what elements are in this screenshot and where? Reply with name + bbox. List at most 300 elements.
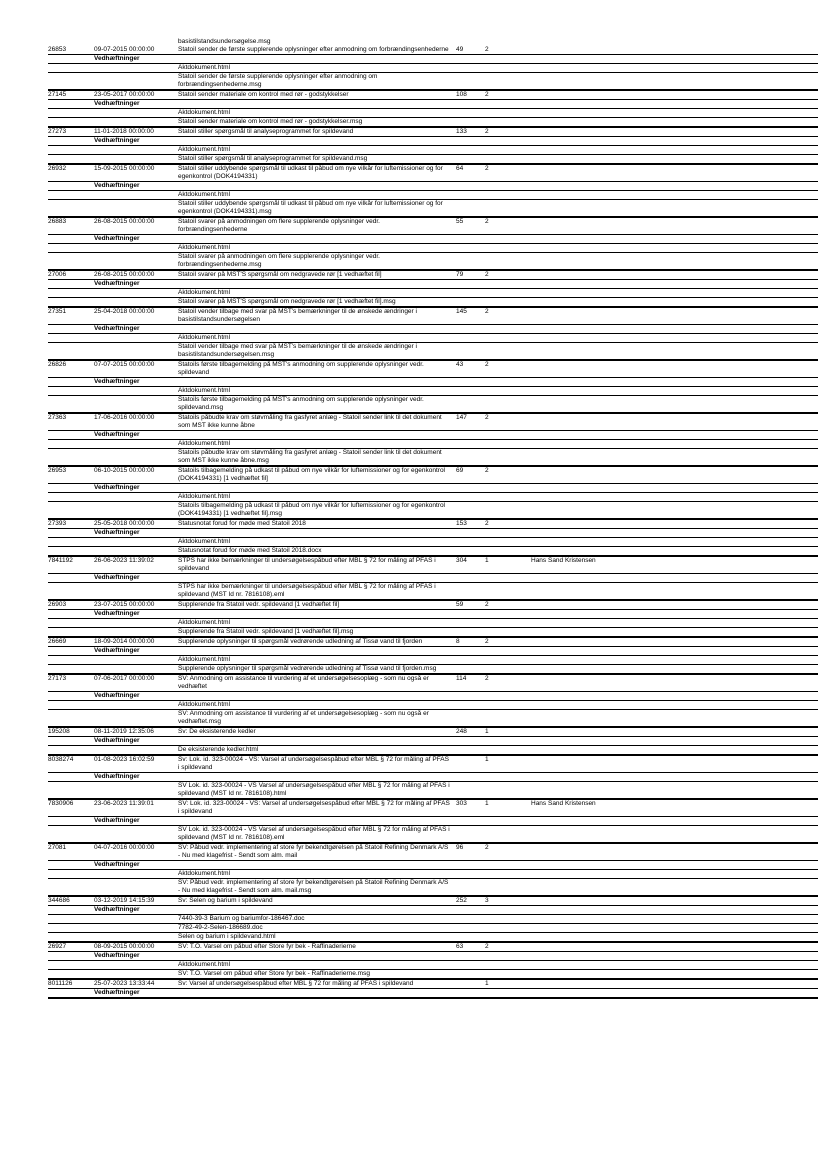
record-block — [48, 844, 818, 897]
attachment-file-name: Aktdokument.html — [178, 493, 231, 500]
attachment-file-row — [48, 879, 818, 896]
record-row — [48, 91, 818, 100]
record-id: 195208 — [48, 728, 70, 735]
attachments-row — [48, 952, 818, 961]
attachment-file-name: SV: Anmodning om assistance til vurdering af et undersøgelsesoplæg - som nu også er vedhæftet.msg — [178, 710, 429, 725]
record-date: 07-07-2015 00:00:00 — [94, 361, 155, 368]
record-number: 114 — [456, 675, 467, 682]
attachment-file-row — [48, 619, 818, 628]
attachment-file-row — [48, 118, 818, 127]
record-id: 8038274 — [48, 756, 74, 763]
record-title: Statoils tilbagemelding på udkast til påbud om nye vilkår for luftemissioner og for egenkontrol (DOK4194331) [1 vedhæftet fil] — [178, 467, 446, 482]
record-block — [48, 638, 818, 675]
record-row — [48, 414, 818, 431]
attachment-file-row — [48, 146, 818, 155]
attachments-spacer — [178, 280, 450, 288]
attachment-file-row — [48, 547, 818, 556]
attachments-label: Vedhæftninger — [94, 182, 140, 189]
record-row — [48, 980, 818, 989]
record-row — [48, 756, 818, 773]
record-block — [48, 800, 818, 844]
record-row — [48, 638, 818, 647]
record-date: 23-05-2017 00:00:00 — [94, 91, 155, 98]
record-row — [48, 361, 818, 378]
attachment-file-name: Aktdokument.html — [178, 64, 231, 71]
attachment-file-name: De eksisterende kedler.html — [178, 746, 259, 753]
attachment-file-row — [48, 200, 818, 217]
record-row — [48, 271, 818, 280]
record-date: 11-01-2018 00:00:00 — [94, 128, 154, 135]
record-number: 43 — [456, 361, 464, 368]
record-count: 1 — [485, 557, 489, 564]
attachments-row — [48, 610, 818, 619]
top-fragment-text: basistilstandsundersøgelse.msg — [178, 38, 271, 45]
attachments-spacer — [178, 325, 450, 333]
attachments-label: Vedhæftninger — [94, 817, 140, 824]
attachments-spacer — [178, 100, 450, 108]
record-count: 2 — [485, 165, 489, 172]
record-number: 8 — [456, 638, 460, 645]
attachment-file-row — [48, 701, 818, 710]
attachment-file-name: Statoil stiller spørgsmål til analyseprogrammet for spildevand.msg — [178, 155, 368, 162]
attachments-label: Vedhæftninger — [94, 325, 140, 332]
attachments-row — [48, 55, 818, 64]
record-row — [48, 520, 818, 529]
record-title: Sv: Varsel af undersøgelsespåbud efter MBL § 72 for måling af PFAS i spildevand — [178, 980, 414, 987]
record-number: 248 — [456, 728, 467, 735]
attachments-row — [48, 100, 818, 109]
attachment-file-name: SV Lok. id. 323-00024 - VS Varsel af undersøgelsespåbud efter MBL § 72 for måling af PFAS i spildevand (MST Id nr. 7816108).eml — [178, 826, 450, 841]
attachments-row — [48, 431, 818, 440]
record-count: 1 — [485, 800, 489, 807]
attachments-label: Vedhæftninger — [94, 55, 140, 62]
record-date: 23-06-2023 11:39:01 — [94, 800, 154, 807]
record-id: 27273 — [48, 128, 67, 135]
attachments-spacer — [178, 817, 450, 825]
record-title: Sv: De eksisterende kedler — [178, 728, 256, 735]
attachment-file-row — [48, 746, 818, 755]
record-date: 08-09-2015 00:00:00 — [94, 943, 155, 950]
record-number: 133 — [456, 128, 467, 135]
record-block — [48, 897, 818, 943]
record-id: 344686 — [48, 897, 70, 904]
attachment-file-name: Supplerende fra Statoil vedr. spildevand [1 vedhæftet fil].msg — [178, 628, 354, 635]
attachment-file-name: Statoil sender materiale om kontrol med rør - godstykkelser.msg — [178, 118, 363, 125]
attachments-row — [48, 280, 818, 289]
record-id: 27173 — [48, 675, 67, 682]
attachment-file-row — [48, 440, 818, 449]
attachments-row — [48, 773, 818, 782]
attachment-file-name: Supplerende oplysninger til spørgsmål vedrørende udledning af Tissø vand til fjorden.msg — [178, 665, 437, 672]
attachment-file-name: STPS har ikke bemærkninger til undersøgelsespåbud efter MBL § 72 for måling af PFAS i spildevand (MST Id nr. 7816108).eml — [178, 583, 436, 598]
attachment-file-row — [48, 343, 818, 360]
record-title: SV: Anmodning om assistance til vurdering af et undersøgelsesoplæg - som nu også er vedhæftet — [178, 675, 429, 690]
attachment-file-name: Statoil svarer på MST'S spørgsmål om nedgravede rør [1 vedhæftet fil].msg — [178, 298, 396, 305]
attachment-file-row — [48, 915, 818, 924]
attachments-label: Vedhæftninger — [94, 280, 140, 287]
attachment-file-row — [48, 665, 818, 674]
record-number: 147 — [456, 414, 467, 421]
record-block — [48, 128, 818, 165]
attachment-file-row — [48, 109, 818, 118]
attachment-file-row — [48, 710, 818, 727]
attachments-spacer — [178, 989, 450, 997]
attachments-spacer — [178, 861, 450, 869]
attachment-file-row — [48, 244, 818, 253]
record-title: Statoil stiller uddybende spørgsmål til udkast til påbud om nye vilkår for luftemissioner og for egenkontrol (DOK4194331) — [178, 165, 443, 180]
record-id: 27351 — [48, 308, 67, 315]
record-block — [48, 414, 818, 467]
attachments-label: Vedhæftninger — [94, 378, 140, 385]
record-id: 26932 — [48, 165, 67, 172]
record-date: 15-09-2015 00:00:00 — [94, 165, 155, 172]
record-number: 64 — [456, 165, 464, 172]
attachment-file-row — [48, 782, 818, 799]
attachments-spacer — [178, 692, 450, 700]
record-count: 2 — [485, 675, 489, 682]
record-id: 27006 — [48, 271, 67, 278]
attachments-spacer — [178, 773, 450, 781]
record-row — [48, 675, 818, 692]
attachment-file-name: Aktdokument.html — [178, 701, 231, 708]
record-row — [48, 308, 818, 325]
attachments-spacer — [178, 574, 450, 582]
record-count: 2 — [485, 46, 489, 53]
record-row — [48, 728, 818, 737]
record-date: 03-12-2019 14:15:39 — [94, 897, 155, 904]
attachments-row — [48, 647, 818, 656]
attachments-label: Vedhæftninger — [94, 989, 140, 996]
attachment-file-name: Aktdokument.html — [178, 334, 231, 341]
record-date: 18-09-2014 00:00:00 — [94, 638, 155, 645]
record-count: 2 — [485, 601, 489, 608]
record-number: 63 — [456, 943, 464, 950]
record-date: 26-08-2015 00:00:00 — [94, 271, 155, 278]
attachments-spacer — [178, 137, 450, 145]
attachment-file-row — [48, 298, 818, 307]
record-title: Statusnotat forud for møde med Statoil 2018 — [178, 520, 306, 527]
record-block — [48, 601, 818, 638]
attachment-file-name: Aktdokument.html — [178, 538, 231, 545]
record-title: Supplerende oplysninger til spørgsmål vedrørende udledning af Tissø vand til fjorden — [178, 638, 423, 645]
attachments-label: Vedhæftninger — [94, 235, 140, 242]
record-person: Hans Sand Kristensen — [531, 800, 596, 807]
record-count: 2 — [485, 128, 489, 135]
attachment-file-row — [48, 628, 818, 637]
attachments-row — [48, 737, 818, 746]
record-block — [48, 756, 818, 800]
record-count: 3 — [485, 897, 489, 904]
record-count: 2 — [485, 520, 489, 527]
attachment-file-name: Statoil stiller uddybende spørgsmål til udkast til påbud om nye vilkår for luftemissioner og for egenkontrol (DOK4194331).msg — [178, 200, 443, 215]
record-row — [48, 844, 818, 861]
record-date: 09-07-2015 00:00:00 — [94, 46, 155, 53]
record-block — [48, 361, 818, 414]
attachments-row — [48, 574, 818, 583]
record-person: Hans Sand Kristensen — [531, 557, 596, 564]
record-date: 01-08-2023 16:02:59 — [94, 756, 155, 763]
attachment-file-row — [48, 334, 818, 343]
record-row — [48, 557, 818, 574]
record-block — [48, 557, 818, 601]
record-number: 145 — [456, 308, 467, 315]
attachments-label: Vedhæftninger — [94, 610, 140, 617]
record-block — [48, 980, 818, 999]
top-fragment-row — [48, 38, 818, 46]
attachment-file-row — [48, 924, 818, 933]
record-row — [48, 897, 818, 906]
record-count: 2 — [485, 467, 489, 474]
record-block — [48, 91, 818, 128]
record-title: Statoil stiller spørgsmål til analyseprogrammet for spildevand — [178, 128, 354, 135]
attachments-label: Vedhæftninger — [94, 773, 140, 780]
attachments-label: Vedhæftninger — [94, 574, 140, 581]
record-count: 2 — [485, 638, 489, 645]
record-title: Statoil svarer på anmodningen om flere supplerende oplysninger vedr. forbrændingsenhederne — [178, 218, 380, 233]
record-number: 108 — [456, 91, 467, 98]
attachments-row — [48, 484, 818, 493]
record-row — [48, 800, 818, 817]
attachment-file-name: Aktdokument.html — [178, 961, 231, 968]
attachments-row — [48, 989, 818, 998]
record-title: Statoil svarer på MST'S spørgsmål om nedgravede rør [1 vedhæftet fil] — [178, 271, 382, 278]
record-title: STPS har ikke bemærkninger til undersøgelsespåbud efter MBL § 72 for måling af PFAS i spildevand — [178, 557, 436, 572]
attachments-row — [48, 529, 818, 538]
record-row — [48, 46, 818, 55]
record-date: 23-07-2015 00:00:00 — [94, 601, 155, 608]
record-id: 7841192 — [48, 557, 73, 564]
attachment-file-name: Statoil vender tilbage med svar på MST's bemærkninger til de ønskede ændringer i basistilstandsundersøgelsen.msg — [178, 343, 417, 358]
record-number: 252 — [456, 897, 467, 904]
record-id: 26883 — [48, 218, 67, 225]
record-id: 26853 — [48, 46, 67, 53]
record-number: 304 — [456, 557, 467, 564]
attachment-file-row — [48, 970, 818, 979]
record-row — [48, 943, 818, 952]
attachment-file-name: Statoil svarer på anmodningen om flere supplerende oplysninger vedr. forbrændingsenhederne.msg — [178, 253, 380, 268]
attachments-row — [48, 182, 818, 191]
record-date: 04-07-2016 00:00:00 — [94, 844, 155, 851]
record-count: 2 — [485, 308, 489, 315]
record-date: 26-08-2015 00:00:00 — [94, 218, 155, 225]
record-number: 69 — [456, 467, 464, 474]
attachments-label: Vedhæftninger — [94, 647, 140, 654]
record-id: 27393 — [48, 520, 67, 527]
record-id: 27081 — [48, 844, 67, 851]
attachments-row — [48, 861, 818, 870]
record-date: 25-07-2023 13:33:44 — [94, 980, 155, 987]
attachments-spacer — [178, 378, 450, 386]
attachments-label: Vedhæftninger — [94, 861, 140, 868]
attachments-label: Vedhæftninger — [94, 137, 140, 144]
record-id: 26826 — [48, 361, 67, 368]
attachment-file-name: Aktdokument.html — [178, 619, 231, 626]
record-id: 26903 — [48, 601, 67, 608]
attachments-spacer — [178, 737, 450, 745]
record-block — [48, 943, 818, 980]
attachment-file-name: SV: T.O. Varsel om påbud efter Store fyr bek - Raffinaderierne.msg — [178, 970, 370, 977]
attachment-file-name: Statoils påbudte krav om støvmåling fra gasfyret anlæg - Statoil sender link til det dokument som MST ikke kunne åbne.msg — [178, 449, 442, 464]
attachment-file-row — [48, 396, 818, 413]
record-title: SV: Lok. id. 323-00024 - VS: Varsel af undersøgelsespåbud efter MBL § 72 for måling af PFAS i spildevand — [178, 800, 450, 815]
attachments-row — [48, 325, 818, 334]
record-title: SV: T.O. Varsel om påbud efter Store fyr bek - Raffinaderierne — [178, 943, 356, 950]
record-block — [48, 165, 818, 218]
attachment-file-row — [48, 870, 818, 879]
attachment-file-name: Statusnotat forud for møde med Statoil 2018.docx — [178, 547, 322, 554]
record-date: 26-06-2023 11:39:02 — [94, 557, 154, 564]
attachments-spacer — [178, 647, 450, 655]
record-block — [48, 467, 818, 520]
attachments-label: Vedhæftninger — [94, 737, 140, 744]
record-row — [48, 128, 818, 137]
record-block — [48, 218, 818, 271]
record-row — [48, 601, 818, 610]
attachment-file-name: Aktdokument.html — [178, 191, 231, 198]
record-id: 26953 — [48, 467, 67, 474]
record-id: 26927 — [48, 943, 67, 950]
record-id: 7830906 — [48, 800, 74, 807]
record-title: Sv: Selen og barium i spildevand — [178, 897, 273, 904]
attachments-label: Vedhæftninger — [94, 431, 140, 438]
document-page — [48, 38, 818, 999]
attachments-spacer — [178, 431, 450, 439]
record-number: 303 — [456, 800, 467, 807]
record-date: 25-05-2018 00:00:00 — [94, 520, 155, 527]
attachment-file-row — [48, 289, 818, 298]
record-id: 27363 — [48, 414, 67, 421]
attachments-label: Vedhæftninger — [94, 529, 140, 536]
attachments-spacer — [178, 484, 450, 492]
record-row — [48, 218, 818, 235]
attachments-row — [48, 906, 818, 915]
attachments-spacer — [178, 529, 450, 537]
attachment-file-row — [48, 493, 818, 502]
attachment-file-row — [48, 253, 818, 270]
attachment-file-row — [48, 64, 818, 73]
record-count: 2 — [485, 943, 489, 950]
record-number: 79 — [456, 271, 464, 278]
record-block — [48, 308, 818, 361]
attachments-label: Vedhæftninger — [94, 692, 140, 699]
attachment-file-name: Aktdokument.html — [178, 870, 231, 877]
attachment-file-row — [48, 961, 818, 970]
attachment-file-name: Aktdokument.html — [178, 656, 231, 663]
attachments-label: Vedhæftninger — [94, 906, 140, 913]
attachment-file-row — [48, 191, 818, 200]
attachments-label: Vedhæftninger — [94, 100, 140, 107]
record-title: Statoils påbudte krav om støvmåling fra gasfyret anlæg - Statoil sender link til det dokument som MST ikke kunne åbne — [178, 414, 442, 429]
attachments-row — [48, 378, 818, 387]
attachment-file-row — [48, 502, 818, 519]
attachment-file-name: 7440-39-3 Barium og bariumfor-186467.doc — [178, 915, 305, 922]
attachment-file-name: Statoils tilbagemelding på udkast til påbud om nye vilkår for luftemissioner og for egenkontrol (DOK4194331) [1 vedhæftet fil].msg — [178, 502, 446, 517]
attachment-file-row — [48, 826, 818, 843]
attachment-file-row — [48, 449, 818, 466]
attachment-file-row — [48, 538, 818, 547]
attachment-file-name: Statoil sender de første supplerende oplysninger efter anmodning om forbrændingsenhederne.msg — [178, 73, 378, 88]
attachment-file-row — [48, 583, 818, 600]
record-count: 2 — [485, 361, 489, 368]
attachment-file-row — [48, 155, 818, 164]
record-date: 07-06-2017 00:00:00 — [94, 675, 155, 682]
record-title: SV: Påbud vedr. implementering af store fyr bekendtgørelsen på Statoil Refining Denmark A/S - Nu med klagefrist - Sendt som alm. mail — [178, 844, 449, 859]
record-count: 2 — [485, 844, 489, 851]
record-block — [48, 728, 818, 756]
attachments-spacer — [178, 906, 450, 914]
attachment-file-name: Aktdokument.html — [178, 387, 231, 394]
record-block — [48, 46, 818, 91]
attachment-file-name: Aktdokument.html — [178, 244, 231, 251]
attachments-row — [48, 817, 818, 826]
attachment-file-name: SV Lok. id. 323-00024 - VS Varsel af undersøgelsespåbud efter MBL § 72 for måling af PFAS i spildevand (MST Id nr. 7816108).html — [178, 782, 450, 797]
attachment-file-name: Selen og barium i spildevand.html — [178, 933, 276, 940]
attachment-file-row — [48, 387, 818, 396]
attachment-file-row — [48, 933, 818, 942]
record-title: Statoil sender materiale om kontrol med rør - godstykkelser — [178, 91, 349, 98]
record-date: 17-06-2016 00:00:00 — [94, 414, 155, 421]
attachment-file-name: Aktdokument.html — [178, 440, 231, 447]
record-title: Statoils første tilbagemelding på MST's anmodning om supplerende oplysninger vedr. spildevand — [178, 361, 424, 376]
record-count: 1 — [485, 756, 489, 763]
record-number: 55 — [456, 218, 464, 225]
record-date: 25-04-2018 00:00:00 — [94, 308, 155, 315]
record-count: 2 — [485, 218, 489, 225]
record-count: 1 — [485, 728, 489, 735]
attachments-spacer — [178, 55, 450, 63]
record-date: 06-10-2015 00:00:00 — [94, 467, 155, 474]
attachments-label: Vedhæftninger — [94, 484, 140, 491]
record-row — [48, 467, 818, 484]
record-number: 96 — [456, 844, 464, 851]
attachment-file-name: Aktdokument.html — [178, 146, 231, 153]
attachments-label: Vedhæftninger — [94, 952, 140, 959]
record-title: Supplerende fra Statoil vedr. spildevand [1 vedhæftet fil] — [178, 601, 340, 608]
attachment-file-name: Statoils første tilbagemelding på MST's anmodning om supplerende oplysninger vedr. spildevand.msg — [178, 396, 424, 411]
attachments-row — [48, 235, 818, 244]
attachments-spacer — [178, 610, 450, 618]
record-count: 1 — [485, 980, 489, 987]
record-number: 49 — [456, 46, 464, 53]
attachment-file-row — [48, 656, 818, 665]
record-count: 2 — [485, 271, 489, 278]
attachment-file-row — [48, 73, 818, 90]
record-id: 8011126 — [48, 980, 73, 987]
record-row — [48, 165, 818, 182]
attachments-row — [48, 137, 818, 146]
record-date: 08-11-2019 12:35:06 — [94, 728, 154, 735]
attachment-file-name: Aktdokument.html — [178, 289, 231, 296]
record-title: Sv: Lok. id. 323-00024 - VS: Varsel af undersøgelsespåbud efter MBL § 72 for måling af PFAS i spildevand — [178, 756, 449, 771]
attachments-spacer — [178, 182, 450, 190]
record-count: 2 — [485, 414, 489, 421]
record-block — [48, 520, 818, 557]
attachment-file-name: Aktdokument.html — [178, 109, 231, 116]
record-block — [48, 675, 818, 728]
record-id: 26669 — [48, 638, 67, 645]
record-id: 27145 — [48, 91, 67, 98]
record-block — [48, 271, 818, 308]
record-number: 153 — [456, 520, 467, 527]
record-number: 59 — [456, 601, 464, 608]
record-title: Statoil vender tilbage med svar på MST's bemærkninger til de ønskede ændringer i basistilstandsundersøgelsen — [178, 308, 417, 323]
attachments-row — [48, 692, 818, 701]
attachments-spacer — [178, 952, 450, 960]
record-title: Statoil sender de første supplerende oplysninger efter anmodning om forbrændingsenhederne — [178, 46, 449, 53]
attachment-file-name: SV: Påbud vedr. implementering af store fyr bekendtgørelsen på Statoil Refining Denmark A/S - Nu med klagefrist - Sendt som alm. mail.msg — [178, 879, 449, 894]
record-count: 2 — [485, 91, 489, 98]
attachments-spacer — [178, 235, 450, 243]
